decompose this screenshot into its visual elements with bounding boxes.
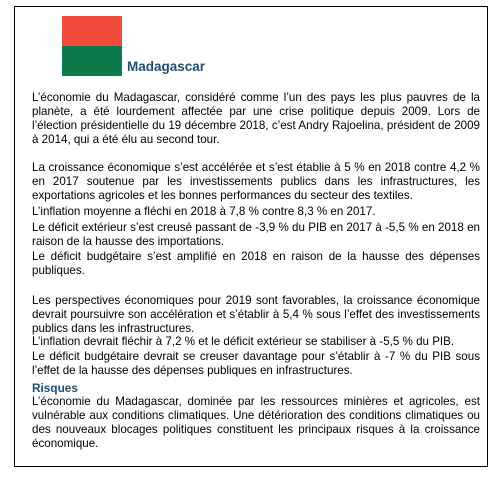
budget-deficit-paragraph: Le déficit budgétaire s’est amplifié en 2018 en raison de la hausse des dépenses publiques.: [32, 250, 480, 277]
flag-green-band: [62, 46, 122, 76]
outlook-paragraph: Les perspectives économiques pour 2019 sont favorables, la croissance économique devrait poursuivre son accélération et s’établir à 5,4 % sous l’effet des investissements publics dans les infrastructures.: [32, 294, 480, 335]
growth-paragraph: La croissance économique s’est accélérée et s’est établie à 5 % en 2018 contre 4,2 % en 2017 soutenue par les investissements publics dans les infrastructures, les exportations agricoles et les bonnes performances du secteur des textiles.: [32, 161, 480, 202]
intro-paragraph: L’économie du Madagascar, considéré comme l’un des pays les plus pauvres de la planète, a été lourdement affectée par une crise politique depuis 2009. Lors de l’élection présidentielle du 19 décembre 2018, c’est Andry Rajoelina, président de 2009 à 2014, qui a été élu au second tour.: [32, 91, 480, 146]
country-title: Madagascar: [127, 59, 206, 74]
risks-heading: Risques: [32, 381, 78, 395]
madagascar-flag: [62, 16, 122, 76]
outlook-budget-paragraph: Le déficit budgétaire devrait se creuser davantage pour s’établir à -7 % du PIB sous l’effet de la hausse des dépenses publiques en infrastructures.: [32, 350, 480, 377]
outlook-inflation-paragraph: L’inflation devrait fléchir à 7,2 % et le déficit extérieur se stabiliser à -5,5 % du PIB.: [32, 335, 455, 348]
risks-paragraph: L’économie du Madagascar, dominée par les ressources minières et agricoles, est vulnérable aux conditions climatiques. Une détérioration des conditions climatiques ou des nouveaux blocages politiques constituent les principaux risques à la croissance économique.: [32, 395, 480, 450]
external-deficit-paragraph: Le déficit extérieur s’est creusé passant de -3,9 % du PIB en 2017 à -5,5 % en 2018 en raison de la hausse des importations.: [32, 221, 480, 248]
flag-red-band: [62, 16, 122, 46]
inflation-paragraph: L’inflation moyenne a fléchi en 2018 à 7,8 % contre 8,3 % en 2017.: [32, 205, 376, 218]
